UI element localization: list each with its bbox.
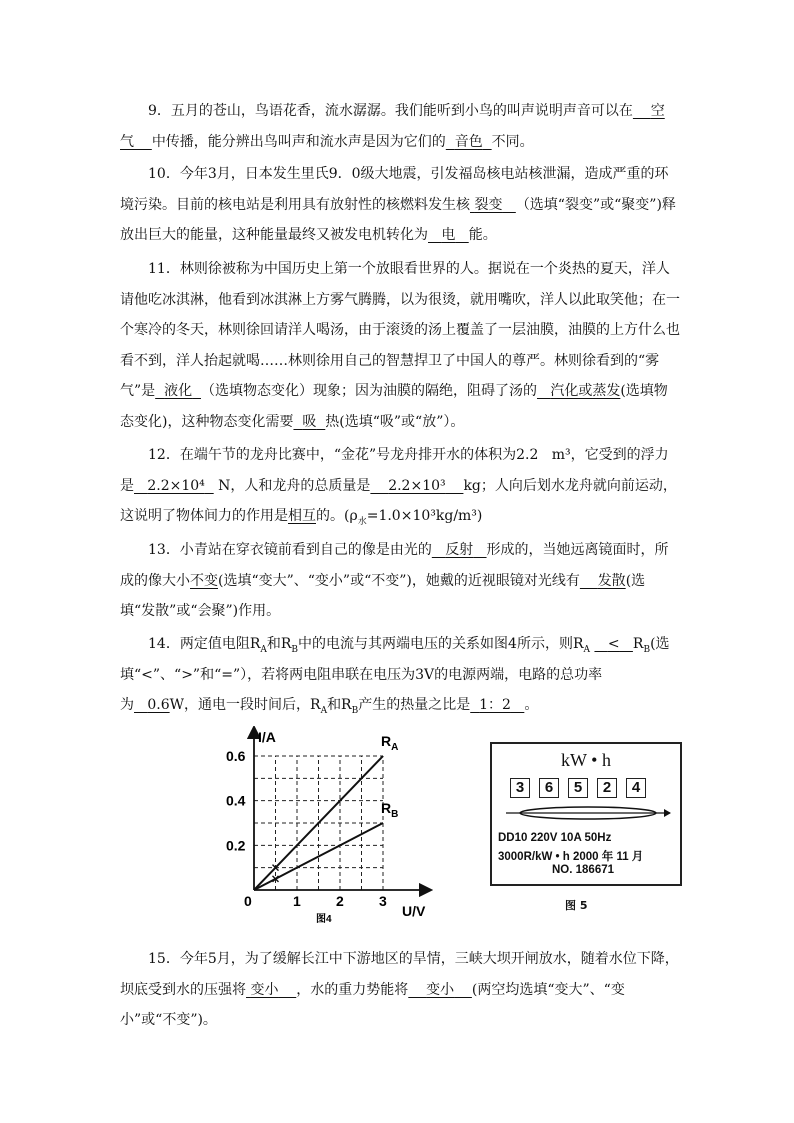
meter-digit: 4 — [626, 778, 646, 798]
x-tick-label: 3 — [379, 893, 387, 909]
question-11: 11．林则徐被称为中国历史上第一个放眼看世界的人。据说在一个炎热的夏天，洋人请他吃冰淇淋，他看到冰淇淋上方雾气腾腾，以为很烫，就用嘴吹，洋人以此取笑他；在一个寒冷的冬天，林则徐回请洋人喝汤，由于滚烫的汤上覆盖了一层油膜，油膜的上方什么也看不到，洋人抬起就喝……林则徐用自己的智慧捍卫了中国人的尊严。林则徐看到的“雾气”是 液化 （选填物态变化）现象；因为油膜的隔绝，阻碍了汤的 汽化或蒸发(选填物态变化)，这种物态变化需要 吸 热(选填“吸”或“放”）。 — [120, 261, 680, 430]
question-number: 10． — [148, 166, 180, 182]
question-13: 13．小青站在穿衣镜前看到自己的像是由光的 反射 形成的，当她远离镜面时，所成的像大小不变(选填“变大”、“变小”或“不变”)，她戴的近视眼镜对光线有 发散(选填“发散”或“会聚”)作用。 — [120, 542, 669, 619]
meter-digit: 6 — [539, 778, 559, 798]
meter-digit: 2 — [597, 778, 617, 798]
answer-blank: < — [607, 636, 620, 652]
answer-blank: 变小 — [250, 981, 279, 998]
y-tick-label: 0.6 — [226, 748, 246, 764]
meter-serial-number: NO. 186671 — [552, 864, 615, 876]
series-label-RB: $R_B$ — [381, 800, 399, 820]
answer-blank: 1：2 — [479, 697, 511, 713]
question-number: 14． — [148, 636, 180, 652]
answer-blank: 发散 — [597, 572, 626, 589]
answer-blank: 吸 — [302, 413, 317, 430]
answer-blank: 反射 — [445, 542, 474, 558]
question-number: 13． — [148, 542, 180, 558]
answer-blank: 2.2×10⁴ — [147, 477, 205, 494]
answer-blank: 电 — [441, 227, 456, 243]
question-10: 10．今年3月，日本发生里氏9．0级大地震，引发福岛核电站核泄漏，造成严重的环境污染。目前的核电站是利用具有放射性的核燃料发生核 裂变 （选填“裂变”或“聚变”)释放出巨大的能量，这种能量最终又被发电机转化为 电 能。 — [120, 166, 676, 243]
electricity-meter — [490, 742, 682, 886]
question-15: 15．今年5月，为了缓解长江中下游地区的旱情，三峡大坝开闸放水，随着水位下降，坝底受到水的压强将 变小 ，水的重力势能将 变小 (两空均选填“变大”、“变小”或“不变”)。 — [120, 951, 679, 1028]
figure-4-chart — [220, 726, 440, 926]
question-9: 9．五月的苍山，鸟语花香，流水潺潺。我们能听到小鸟的叫声说明声音可以在 空气 中传播，能分辨出鸟叫声和流水声是因为它们的 音色 不同。 — [120, 103, 665, 150]
y-tick-label: 0.2 — [226, 837, 246, 854]
answer-blank: 音色 — [454, 133, 483, 150]
chart-ticks — [226, 748, 387, 909]
question-number: 11． — [148, 261, 180, 277]
figure-4-caption: 图4 — [316, 914, 332, 925]
question-number: 9． — [148, 103, 171, 119]
answer-blank: 相互 — [288, 508, 316, 524]
meter-spec-line: DD10 220V 10A 50Hz — [498, 832, 612, 844]
origin-label: 0 — [244, 893, 252, 909]
x-axis-label: U/V — [402, 903, 426, 919]
answer-blank: 液化 — [164, 383, 193, 399]
meter-digit: 5 — [568, 778, 588, 798]
series-label-RA: $R_A$ — [381, 733, 399, 753]
meter-spec-line: 3000R/kW • h 2000 年 11 月 — [498, 851, 644, 863]
y-tick-label: 0.4 — [226, 792, 246, 809]
figure-5 — [490, 742, 690, 912]
meter-unit: kW • h — [561, 750, 611, 770]
meter-digit: 3 — [510, 778, 530, 798]
answer-blank: 汽化或蒸发 — [550, 383, 621, 399]
question-14: 14．两定值电阻$R_A$和$R_B$中的电流与其两端电压的关系如图4所示，则$R_A$ < $R_B$(选填“<”、“>”和“=”），若将两电阻串联在电压为3V的电源两端，电路的总功率为 0.6W，通电一段时间后，$R_A$和$R_B$产生的热量之比是 1：2 。 — [120, 636, 670, 716]
figure-5-caption: 图 5 — [565, 899, 588, 912]
answer-blank: 2.2×10³ — [388, 477, 446, 494]
answer-blank: 裂变 — [474, 196, 503, 213]
answer-blank: 0.6 — [147, 697, 170, 713]
x-tick-label: 2 — [336, 893, 344, 909]
y-axis-label: I/A — [258, 729, 276, 745]
question-number: 15． — [148, 951, 180, 967]
answer-blank: 空气 — [120, 103, 665, 150]
question-number: 12． — [148, 447, 180, 463]
answer-blank: 不变 — [190, 572, 218, 589]
meter-digits — [510, 778, 646, 798]
x-tick-label: 1 — [293, 893, 301, 909]
answer-blank: 变小 — [426, 981, 455, 998]
meter-disc-icon — [504, 802, 672, 824]
question-12: 12．在端午节的龙舟比赛中，“金花”号龙舟排开水的体积为2.2 m³，它受到的浮力是 2.2×10⁴ N，人和龙舟的总质量是 2.2×10³ kg；人向后划水龙舟就向前运动，这说明了物体间力的作用是相互的。$(\rho_水=1.0\times 10^3kg/m^3)$ — [120, 447, 677, 527]
